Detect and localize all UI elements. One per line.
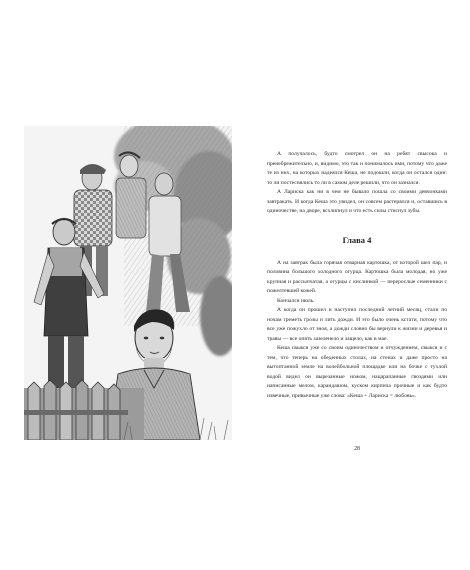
paragraph: А получалось, будто смотрел он на ребят свысока и пренебрежительно, и, видимо, это так и понималось ими, потому что даже те из них, на которых надеялся Кеша, не подошли, когда он остался один: то ли постеснялись то ли в самом деле решили, что он зазнался. [267, 151, 447, 186]
text-page [267, 150, 447, 452]
paragraph: А Лариска как ни в чем не бывало пошла со своими девчонками завтракать. И когда Кеша это увидел, он совсем растерялся и, оставшись в одиночестве, на дворе, всхлипнул и что есть силы стиснул зубы. [267, 189, 447, 214]
page-number: 28 [354, 446, 360, 452]
pencil-drawing [24, 126, 232, 440]
paragraph: Кончался июль. [277, 297, 315, 304]
paragraph: А когда он прошел и наступил последний летний месяц, стали по ночам греметь грозы и лить дожди. И это было очень кстати, потому что все уже пожухло от зноя, а дожди словно бы вернули к жизни и деревья и травы — все опять зазеленело и защело, как в мае. [267, 307, 447, 342]
paragraph: Кеша свыкся уже со своим одиночеством и отчуждением, свыкся и с тем, что теперь на обеденных столах, на стенах и даже просто на вытоптанной земле на волейбольной площадке или на бочке с тухлой водой видел он вырезанные ножом, нацарапанные гвоздями или написанные мелом, карандашом, куском кирпича прочные и как будто извечные, привычные уже слова: «Кеша + Лариска = любовь». [267, 345, 447, 399]
paragraph: А на завтрак была горячая отварная картошка, от которой шел пар, и половина большого холодного огурца. Картошка была молодая, но уже крупная и рассыпчатая, а огурцы с кислинкой — перерослые семенники с пожелтевшей кожей. [267, 259, 447, 294]
chapter-title: Глава 4 [342, 234, 372, 245]
illustration-boys-by-fence [24, 126, 232, 440]
